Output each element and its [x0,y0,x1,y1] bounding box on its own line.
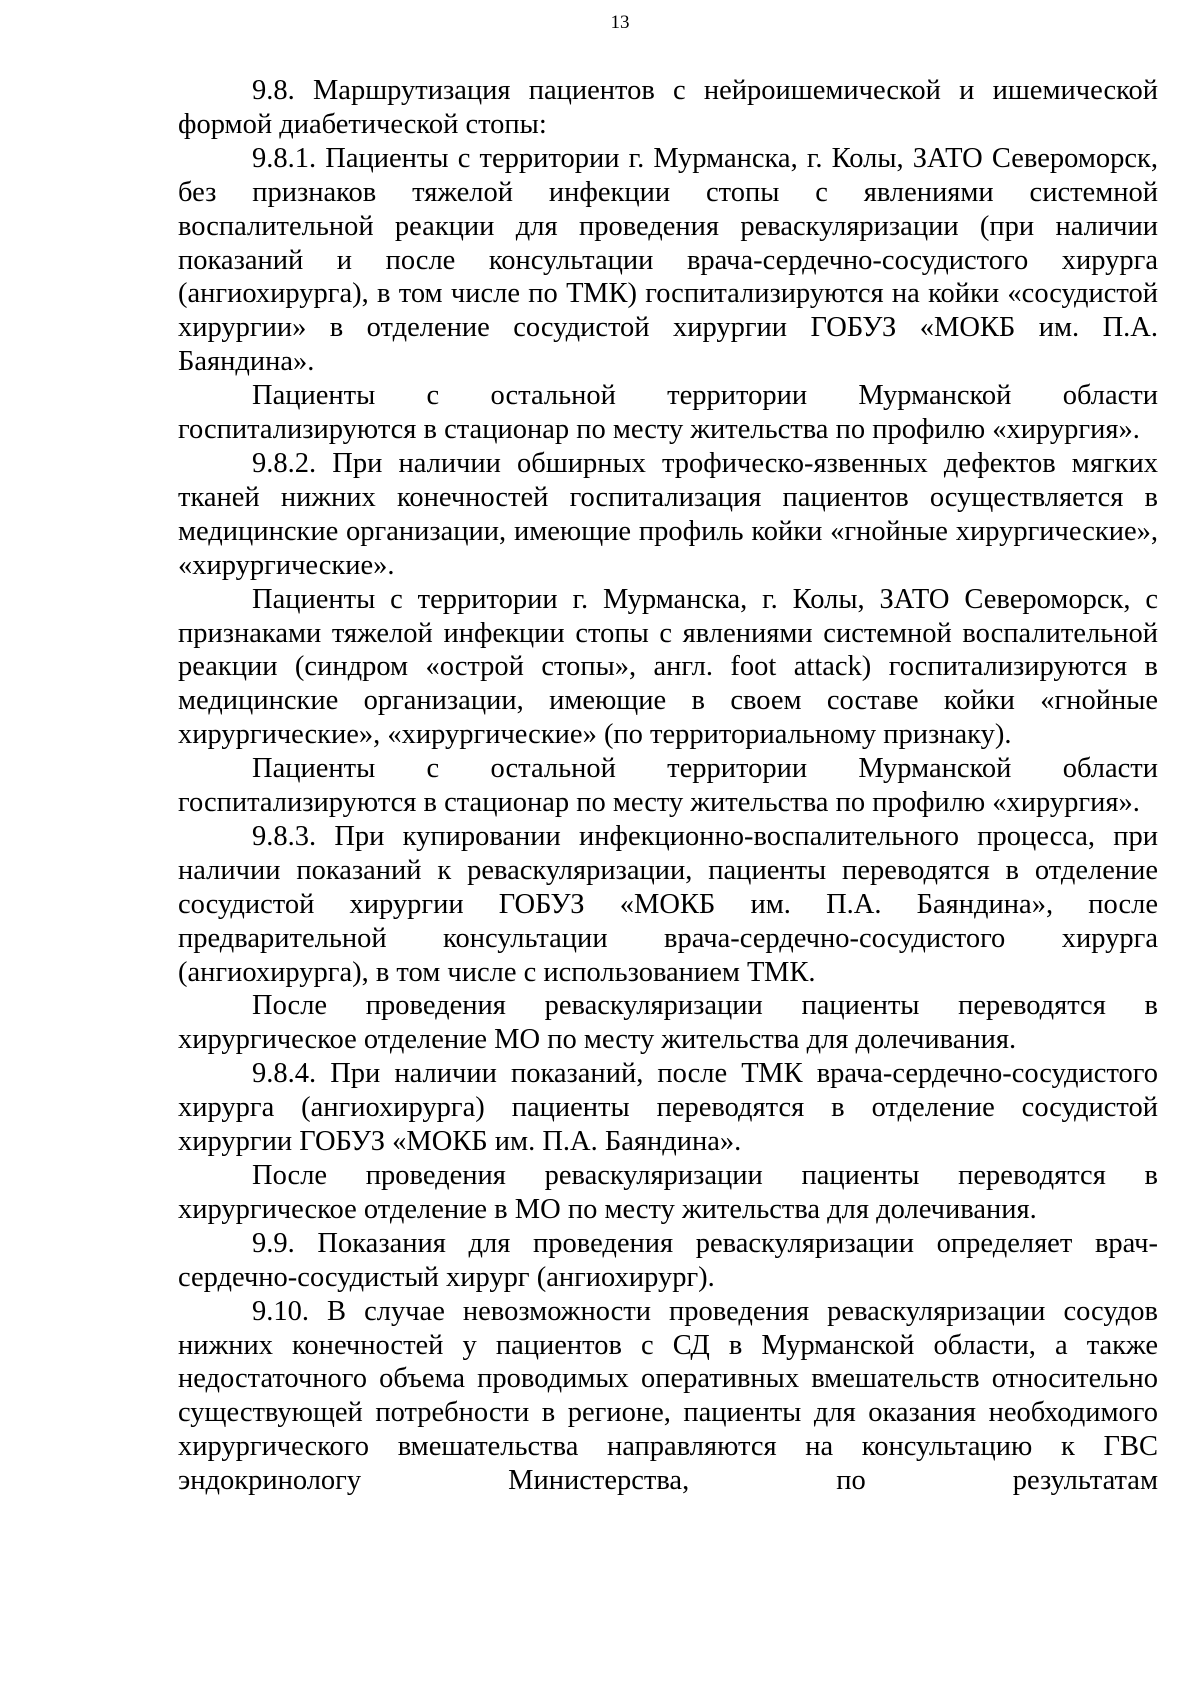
paragraph-9-8: 9.8. Маршрутизация пациентов с нейроишемической и ишемической формой диабетической стопы: [178,75,1158,140]
document-body [178,74,1158,1498]
paragraph-9-8-1: 9.8.1. Пациенты с территории г. Мурманска, г. Колы, ЗАТО Североморск, без признаков тяжелой инфекции стопы с явлениями системной воспалительной реакции для проведения реваскуляризации (при наличии показаний и после консультации врача-сердечно-сосудистого хирурга (ангиохирурга), в том числе по ТМК) госпитализируются на койки «сосудистой хирургии» в отделение сосудистой хирургии ГОБУЗ «МОКБ им. П.А. Баяндина». [178,142,1158,378]
paragraph-9-8-3-after-revascularization: После проведения реваскуляризации пациенты переводятся в хирургическое отделение МО по месту жительства для долечивания. [178,990,1158,1056]
paragraph-9-9: 9.9. Показания для проведения реваскуляризации определяет врач-сердечно-сосудистый хирург (ангиохирург). [178,1227,1158,1293]
paragraph-9-8-1-other-territory: Пациенты с остальной территории Мурманской области госпитализируются в стационар по месту жительства по профилю «хирургия». [178,380,1158,446]
page-number: 13 [610,12,630,33]
paragraph-9-8-4: 9.8.4. При наличии показаний, после ТМК врача-сердечно-сосудистого хирурга (ангиохирурга) пациенты переводятся в отделение сосудистой хирургии ГОБУЗ «МОКБ им. П.А. Баяндина». [178,1058,1158,1158]
paragraph-9-8-3: 9.8.3. При купировании инфекционно-воспалительного процесса, при наличии показаний к реваскуляризации, пациенты переводятся в отделение сосудистой хирургии ГОБУЗ «МОКБ им. П.А. Баяндина», после предварительной консультации врача-сердечно-сосудистого хирурга (ангиохирурга), в том числе с использованием ТМК. [178,820,1158,988]
paragraph-9-8-2: 9.8.2. При наличии обширных трофическо-язвенных дефектов мягких тканей нижних конечностей госпитализация пациентов осуществляется в медицинские организации, имеющие профиль койки «гнойные хирургические», «хирургические». [178,447,1158,581]
paragraph-9-8-2-murmansk-patients: Пациенты с территории г. Мурманска, г. Колы, ЗАТО Североморск, с признаками тяжелой инфекции стопы с явлениями системной воспалительной реакции (синдром «острой стопы», англ. foot attack) госпитализируются в медицинские организации, имеющие в своем составе койки «гнойные хирургические», «хирургические» (по территориальному признаку). [178,583,1158,751]
paragraph-9-8-4-after-revascularization: После проведения реваскуляризации пациенты переводятся в хирургическое отделение в МО по месту жительства для долечивания. [178,1160,1158,1225]
paragraph-9-10: 9.10. В случае невозможности проведения реваскуляризации сосудов нижних конечностей у пациентов с СД в Мурманской области, а также недостаточного объема проводимых оперативных вмешательств относительно существующей потребности в регионе, пациенты для оказания необходимого хирургического вмешательства направляются на консультацию к ГВС эндокринологу Министерства, по результатам [178,1295,1158,1497]
paragraph-9-8-2-other-territory: Пациенты с остальной территории Мурманской области госпитализируются в стационар по месту жительства по профилю «хирургия». [178,753,1158,819]
